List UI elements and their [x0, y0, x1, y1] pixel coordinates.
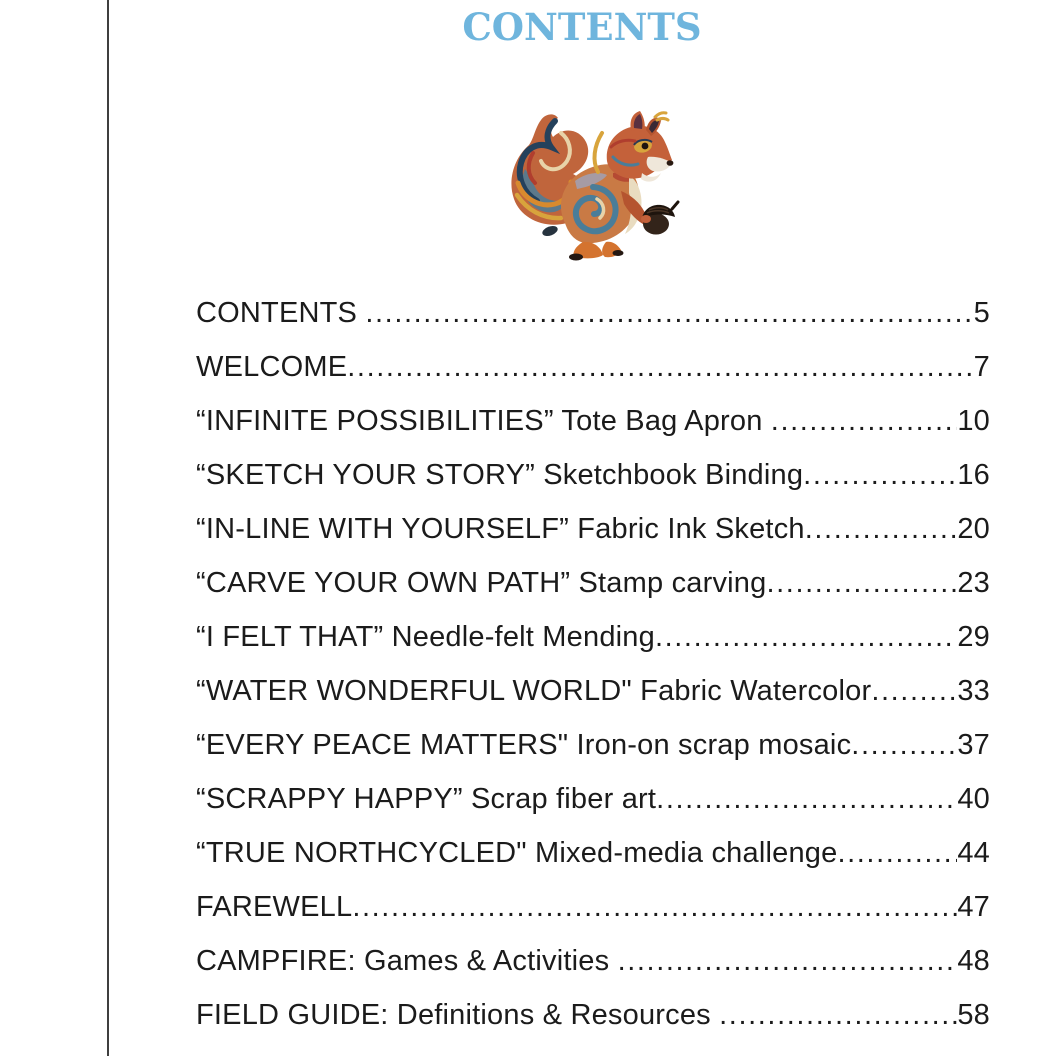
dot-leader: [803, 448, 957, 502]
dot-leader: [352, 880, 957, 934]
toc-entry-page: 7: [973, 351, 990, 383]
toc-entry-title: “TRUE NORTHCYCLED" Mixed-media challenge: [196, 837, 838, 869]
toc-entry-page: 48: [957, 945, 990, 977]
toc-entry-title: “IN-LINE WITH YOURSELF” Fabric Ink Sketch: [196, 513, 805, 545]
toc-entry-page: 10: [957, 405, 990, 437]
toc-entry-title: FAREWELL: [196, 891, 353, 923]
toc-entry[interactable]: [196, 664, 990, 718]
dot-leader: [347, 340, 973, 394]
toc-entry[interactable]: [196, 448, 990, 502]
dot-leader: [655, 610, 957, 664]
toc-entry-title: “INFINITE POSSIBILITIES” Tote Bag Apron: [196, 405, 771, 437]
toc-entry[interactable]: [196, 286, 990, 340]
dot-leader: [719, 988, 957, 1042]
toc-entry-title: FIELD GUIDE: Definitions & Resources: [196, 999, 720, 1031]
toc-entry[interactable]: [196, 880, 990, 934]
toc-entry[interactable]: [196, 988, 990, 1042]
toc-entry-page: 44: [957, 837, 990, 869]
toc-entry[interactable]: [196, 718, 990, 772]
page-left-rule: [107, 0, 109, 1056]
dot-leader: [766, 556, 957, 610]
toc-entry-title: CONTENTS: [196, 297, 366, 329]
toc-entry[interactable]: [196, 772, 990, 826]
dot-leader: [837, 826, 957, 880]
toc-entry[interactable]: [196, 394, 990, 448]
toc-entry-page: 29: [957, 621, 990, 653]
toc-entry-page: 5: [973, 297, 990, 329]
toc-entry-title: WELCOME: [196, 351, 348, 383]
toc-entry-page: 16: [957, 459, 990, 491]
toc-list: [196, 286, 990, 1042]
dot-leader: [365, 286, 973, 340]
toc-entry-title: “I FELT THAT” Needle-felt Mending: [196, 621, 655, 653]
toc-entry-page: 40: [957, 783, 990, 815]
toc-entry[interactable]: [196, 934, 990, 988]
toc-entry-page: 23: [957, 567, 990, 599]
dot-leader: [871, 664, 957, 718]
toc-entry-page: 58: [957, 999, 990, 1031]
toc-entry-title: “SKETCH YOUR STORY” Sketchbook Binding: [196, 459, 804, 491]
squirrel-illustration: [505, 110, 685, 262]
page-title: CONTENTS: [462, 5, 702, 49]
toc-entry-title: “CARVE YOUR OWN PATH” Stamp carving: [196, 567, 767, 599]
toc-entry-page: 37: [957, 729, 990, 761]
dot-leader: [805, 502, 958, 556]
toc-entry[interactable]: [196, 610, 990, 664]
toc-entry[interactable]: [196, 340, 990, 394]
toc-entry-title: “WATER WONDERFUL WORLD" Fabric Watercolor: [196, 675, 872, 707]
toc-entry-page: 20: [957, 513, 990, 545]
dot-leader: [851, 718, 957, 772]
toc-entry[interactable]: [196, 826, 990, 880]
toc-entry-title: “EVERY PEACE MATTERS" Iron-on scrap mosaic: [196, 729, 852, 761]
dot-leader: [618, 934, 958, 988]
toc-entry-title: “SCRAPPY HAPPY” Scrap fiber art: [196, 783, 657, 815]
toc-entry[interactable]: [196, 502, 990, 556]
squirrel-acorn-art: [505, 110, 685, 262]
toc-entry-page: 33: [957, 675, 990, 707]
dot-leader: [656, 772, 957, 826]
toc-entry-page: 47: [957, 891, 990, 923]
toc-entry[interactable]: [196, 556, 990, 610]
dot-leader: [771, 394, 958, 448]
toc-entry-title: CAMPFIRE: Games & Activities: [196, 945, 618, 977]
